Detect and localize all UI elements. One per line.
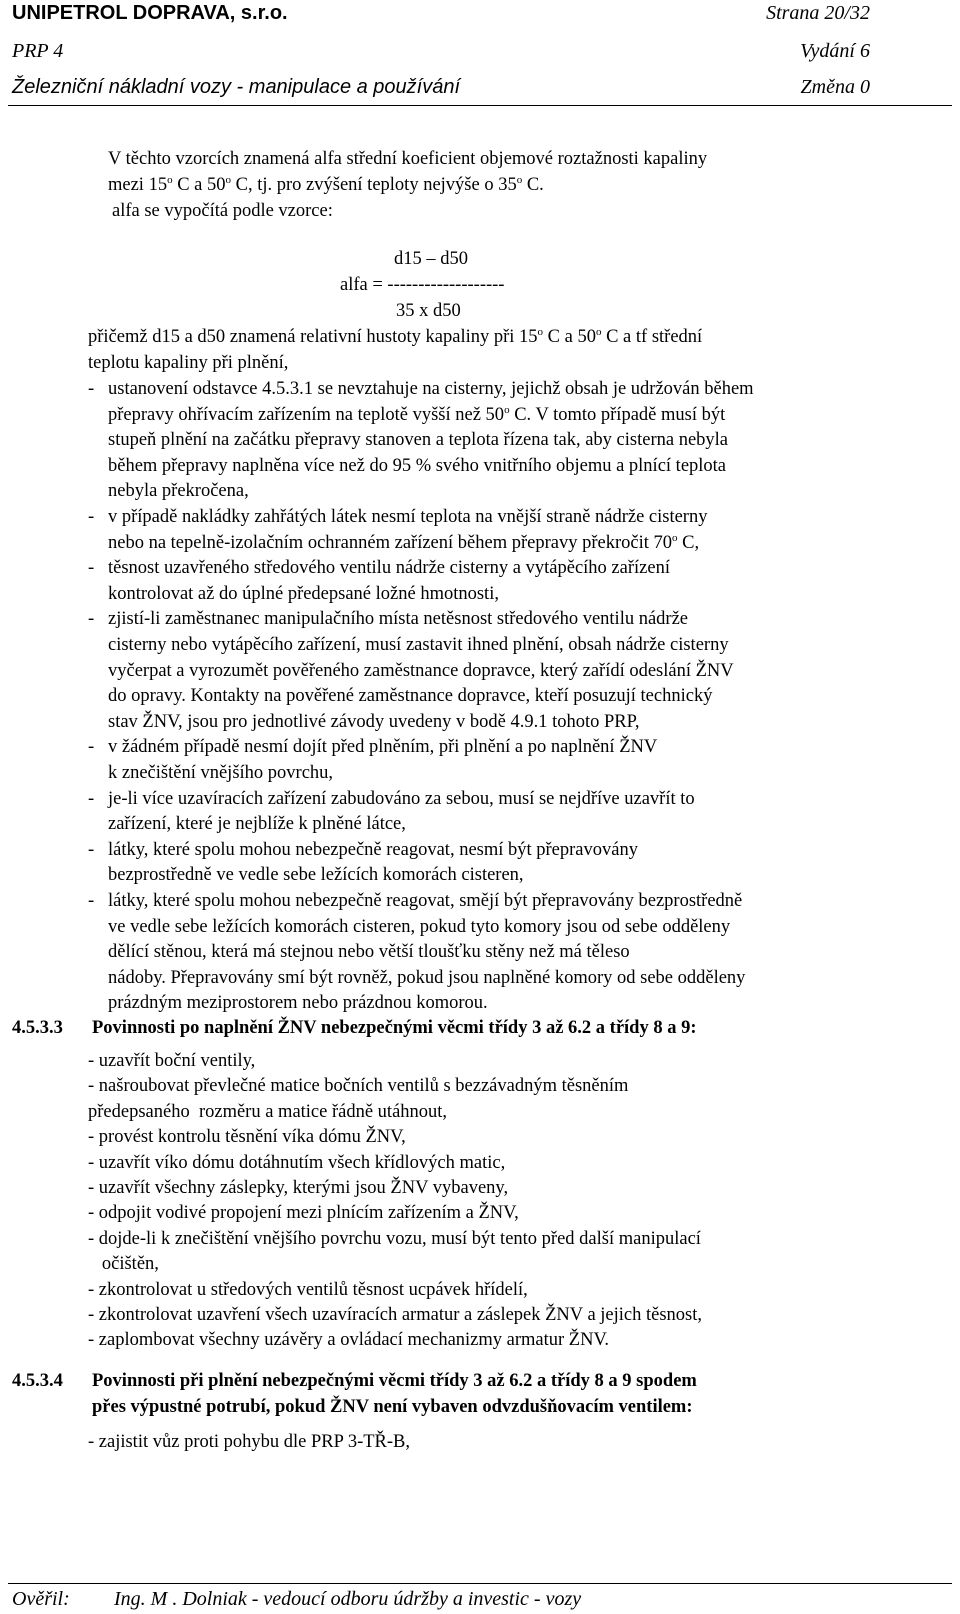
footer-rule [8,1583,952,1584]
bullet-text: přepravy ohřívacím zařízením na teplotě vyšší než 50 [108,404,505,425]
bullet-text: nebyla překročena, [108,481,249,502]
list-434-item: - zajistit vůz proti pohybu dle PRP 3-TŘ-B, [88,1432,411,1452]
formula-numerator: d15 – d50 [394,249,468,269]
footer-person: Ing. M . Dolniak - vedoucí odboru údržby a investic - vozy [114,1588,582,1610]
header-row-1 [12,2,870,26]
section-434-number: 4.5.3.4 [12,1371,63,1391]
bullet-line [108,684,712,710]
degree: o [167,173,173,186]
list-433-item: - zaplombovat všechny uzávěry a ovládací mechanizmy armatur ŽNV. [88,1330,610,1351]
header-rule [8,105,952,106]
bullet-text: v žádném případě nesmí dojít před plněním, při plnění a po naplnění ŽNV [108,737,658,758]
bullet-text: nádoby. Přepravovány smí být rovněž, pokud jsou naplněné komory od sebe odděleny [108,967,746,988]
bullet-dash: - [88,891,95,911]
doc-title: Železniční nákladní vozy - manipulace a používání [12,76,461,98]
explain-line-2: teplotu kapaliny při plnění, [88,353,289,373]
bullet-text: je-li více uzavíracích zařízení zabudováno za sebou, musí se nejdříve uzavřít to [108,788,695,809]
text: C a 50 [172,175,226,195]
bullet-dash: - [88,558,95,579]
bullet-text: kontrolovat až do úplné předepsané ložné hmotnosti, [108,583,499,604]
bullet-line [108,582,499,608]
bullet-dash: - [88,737,95,758]
bullet-text: stupeň plnění na začátku přepravy stanoven a teplota řízena tak, aby cisterna nebyla [108,430,729,451]
list-433-item: - uzavřít boční ventily, [88,1051,256,1071]
bullet-line [108,889,742,915]
edition: Vydání 6 [800,40,870,62]
bullet-tail: C, [677,532,700,553]
text: přičemž d15 a d50 znamená relativní hustoty kapaliny při 15 [88,327,538,347]
degree: o [537,325,544,338]
degree: o [504,403,510,416]
bullet-text: během přepravy naplněna více než do 95 % svého vnitřního objemu a plnící teplota [108,455,727,476]
bullet-dash: - [88,379,95,399]
bullet-line [108,838,638,864]
bullet-text: zjistí-li zaměstnanec manipulačního místa netěsnost středového ventilu nádrže [108,609,689,630]
bullet-text: vyčerpat a vyrozumět pověřeného zaměstnance dopravce, který zařídí odeslání ŽNV [108,660,734,681]
list-433-item: - našroubovat převlečné matice bočních ventilů s bezzávadným těsněním [88,1076,629,1097]
bullet-line [108,479,249,505]
bullet-line [108,787,695,813]
degree: o [672,531,678,544]
text: mezi 15 [108,175,168,195]
bullet-line [108,966,745,992]
bullet-text: těsnost uzavřeného středového ventilu nádrže cisterny a vytápěcího zařízení [108,558,670,579]
degree: o [225,173,232,186]
change-number: Změna 0 [800,76,870,98]
intro-line-3: alfa se vypočítá podle vzorce: [112,201,333,221]
bullet-text: v případě nakládky zahřátých látek nesmí teplota na vnější straně nádrže cisterny [108,507,708,527]
bullet-line [108,403,725,429]
list-433-item: - odpojit vodivé propojení mezi plnícím zařízením a ŽNV, [88,1203,519,1224]
list-433-item: - dojde-li k znečištění vnějšího povrchu vozu, musí být tento před další manipulací [88,1228,701,1249]
bullet-line [108,863,524,889]
bullet-line [108,428,728,454]
bullet-text: bezprostředně ve vedle sebe ležících komorách cisteren, [108,865,524,886]
section-434-heading-1: Povinnosti při plnění nebezpečnými věcmi třídy 3 až 6.2 a třídy 8 a 9 spodem [92,1371,697,1391]
bullet-dash: - [88,507,95,527]
bullet-line [108,812,406,838]
formula-denominator: 35 x d50 [396,301,461,321]
bullet-line [108,454,726,480]
explain-line-1 [88,325,702,351]
bullet-line [108,556,670,582]
bullet-text: ustanovení odstavce 4.5.3.1 se nevztahuje na cisterny, jejichž obsah je udržován během [108,379,754,399]
bullet-text: cisterny nebo vytápěcího zařízení, musí zastavit ihned plnění, obsah nádrže cisterny [108,635,729,655]
header-row-2 [12,40,870,64]
footer-label: Ověřil: [12,1588,70,1610]
bullet-text: zařízení, které je nejblíže k plněné látce, [108,814,406,835]
list-433-item: předepsaného rozměru a matice řádně utáhnout, [88,1101,448,1122]
bullet-line [108,531,699,557]
bullet-text: prázdným meziprostorem nebo prázdnou komorou. [108,993,488,1014]
bullet-line [108,735,657,761]
bullet-line [108,377,754,403]
bullet-text: látky, které spolu mohou nebezpečně reagovat, smějí být přepravovány bezprostředně [108,891,743,911]
list-433-item: - provést kontrolu těsnění víka dómu ŽNV, [88,1127,406,1148]
bullet-text: dělící stěnou, která má stejnou nebo větší tloušťku stěny než má těleso [108,942,630,963]
bullet-text: látky, které spolu mohou nebezpečně reagovat, nesmí být přepravovány [108,839,638,860]
bullet-line [108,710,640,736]
bullet-text: stav ŽNV, jsou pro jednotlivé závody uvedeny v bodě 4.9.1 tohoto PRP, [108,711,640,732]
bullet-line [108,633,729,659]
list-433-item: - zkontrolovat u středových ventilů těsnost ucpávek hřídelí, [88,1279,528,1300]
degree: o [595,325,602,338]
list-433-item: - uzavřít víko dómu dotáhnutím všech křídlových matic, [88,1152,506,1173]
bullet-line [108,991,488,1017]
degree: o [516,173,523,186]
page-number: Strana 20/32 [766,2,870,24]
doc-code: PRP 4 [12,40,64,62]
section-433-heading: Povinnosti po naplnění ŽNV nebezpečnými věcmi třídy 3 až 6.2 a třídy 8 a 9: [92,1018,697,1038]
text: C, tj. pro zvýšení teploty nejvýše o 35 [231,175,517,195]
intro-line-2 [108,173,544,199]
bullet-line [108,505,707,531]
text: C a 50 [543,327,596,347]
bullet-text: ve vedle sebe ležících komorách cisteren, pokud tyto komory jsou od sebe odděleny [108,916,731,937]
bullet-line [108,940,630,966]
bullet-dash: - [88,788,95,809]
text: C. [522,175,544,195]
bullet-text: k znečištění vnějšího povrchu, [108,763,334,783]
section-433-number: 4.5.3.3 [12,1018,63,1038]
company-name: UNIPETROL DOPRAVA, s.r.o. [12,2,288,24]
formula-lhs: alfa = ------------------- [340,275,505,295]
bullet-text: nebo na tepelně-izolačním ochranném zařízení během přepravy překročit 70 [108,532,672,553]
bullet-tail: C. V tomto případě musí být [509,404,726,425]
bullet-dash: - [88,609,95,630]
bullet-text: do opravy. Kontakty na pověřené zaměstnance dopravce, kteří posuzují technický [108,686,713,707]
section-434-heading-2: přes výpustné potrubí, pokud ŽNV není vybaven odvzdušňovacím ventilem: [92,1397,693,1417]
bullet-line [108,761,333,787]
list-433-item: - zkontrolovat uzavření všech uzavíracích armatur a záslepek ŽNV a jejich těsnost, [88,1305,703,1325]
header-row-3 [12,76,870,100]
bullet-line [108,659,734,685]
bullet-dash: - [88,839,95,860]
intro-line-1: V těchto vzorcích znamená alfa střední koeficient objemové roztažnosti kapaliny [108,149,708,169]
bullet-line [108,607,688,633]
text: C a tf střední [601,327,703,347]
list-433-item: očištěn, [88,1254,159,1275]
list-433-item: - uzavřít všechny záslepky, kterými jsou ŽNV vybaveny, [88,1178,509,1198]
bullet-line [108,915,730,941]
